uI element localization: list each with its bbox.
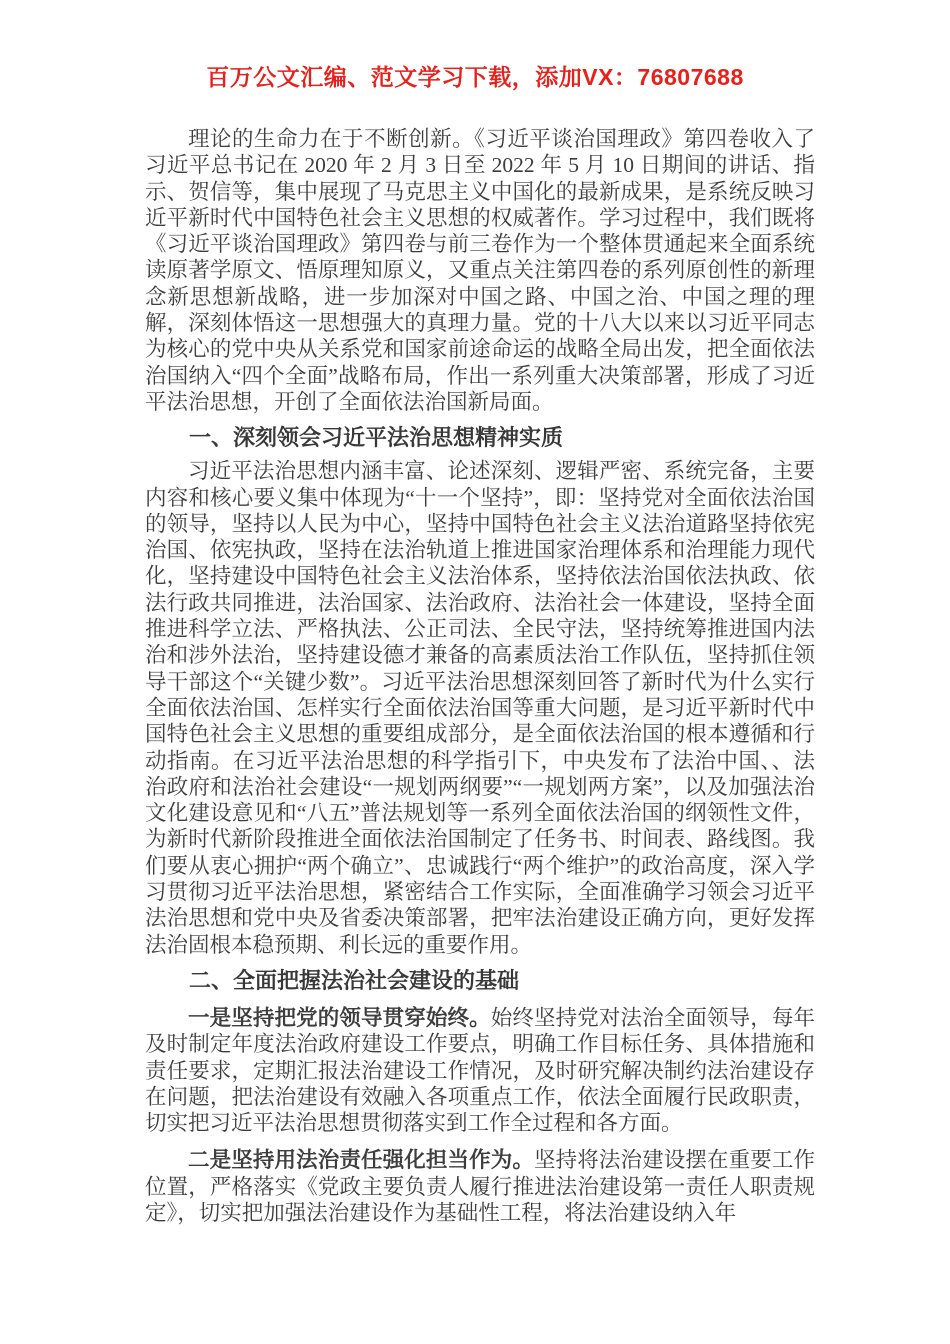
point-1-body: 始终坚持党对法治全面领导，每年及时制定年度法治政府建设工作要点，明确工作目标任务、具体措施和责任要求，定期汇报法治建设工作情况，及时研究解决制约法治建设存在问题，把法治建设有效融入各项重点工作，依法全面履行民政职责，切实把习近平法治思想贯彻落实到工作全过程和各方面。 xyxy=(145,1005,815,1136)
point-2-lead: 二是坚持用法治责任强化担当作为。 xyxy=(188,1148,534,1173)
section-heading-1: 一、深刻领会习近平法治思想精神实质 xyxy=(189,425,564,451)
paragraph-point-2 xyxy=(145,1147,815,1226)
header-notice: 百万公文汇编、范文学习下载，添加VX：76807688 xyxy=(206,64,744,90)
point-2-body: 坚持将法治建设摆在重要工作位置，严格落实《党政主要负责人履行推进法治建设第一责任人职责规定》，切实把加强法治建设作为基础性工程，将法治建设纳入年 xyxy=(145,1148,815,1225)
section-heading-2: 二、全面把握法治社会建设的基础 xyxy=(189,967,520,993)
point-1-lead: 一是坚持把党的领导贯穿始终。 xyxy=(188,1005,491,1030)
paragraph-point-1 xyxy=(145,1005,815,1136)
document-content xyxy=(0,92,950,1226)
paragraph-section-1: 习近平法治思想内涵丰富、论述深刻、逻辑严密、系统完备，主要内容和核心要义集中体现为“十一个坚持”，即：坚持党对全面依法治国的领导，坚持以人民为中心，坚持中国特色社会主义法治道路坚持依宪治国、依宪执政，坚持在法治轨道上推进国家治理体系和治理能力现代化，坚持建设中国特色社会主义法治体系，坚持依法治国依法执政、依法行政共同推进，法治国家、法治政府、法治社会一体建设，坚持全面推进科学立法、严格执法、公正司法、全民守法，坚持统筹推进国内法治和涉外法治，坚持建设德才兼备的高素质法治工作队伍，坚持抓住领导干部这个“关键少数”。习近平法治思想深刻回答了新时代为什么实行全面依法治国、怎样实行全面依法治国等重大问题，是习近平新时代中国特色社会主义思想的重要组成部分，是全面依法治国的根本遵循和行动指南。在习近平法治思想的科学指引下，中央发布了法治中国、、法治政府和法治社会建设“一规划两纲要”“一规划两方案”，以及加强法治文化建设意见和“八五”普法规划等一系列全面依法治国的纲领性文件，为新时代新阶段推进全面依法治国制定了任务书、时间表、路线图。我们要从衷心拥护“两个确立”、忠诚践行“两个维护”的政治高度，深入学习贯彻习近平法治思想，紧密结合工作实际，全面准确学习领会习近平法治思想和党中央及省委决策部署，把牢法治建设正确方向，更好发挥法治固根本稳预期、利长远的重要作用。 xyxy=(145,459,815,957)
paragraph-intro: 理论的生命力在于不断创新。《习近平谈治国理政》第四卷收入了习近平总书记在 2020 年 2 月 3 日至 2022 年 5 月 10 日期间的讲话、指示、贺信等，集中展现了马克思主义中国化的最新成果，是系统反映习近平新时代中国特色社会主义思想的权威著作。学习过程中，我们既将《习近平谈治国理政》第四卷与前三卷作为一个整体贯通起来全面系统读原著学原文、悟原理知原义，又重点关注第四卷的系列原创性的新理念新思想新战略，进一步加深对中国之路、中国之治、中国之理的理解，深刻体悟这一思想强大的真理力量。党的十八大以来以习近平同志为核心的党中央从关系党和国家前途命运的战略全局出发，把全面依法治国纳入“四个全面”战略布局，作出一系列重大决策部署，形成了习近平法治思想，开创了全面依法治国新局面。 xyxy=(145,127,815,414)
